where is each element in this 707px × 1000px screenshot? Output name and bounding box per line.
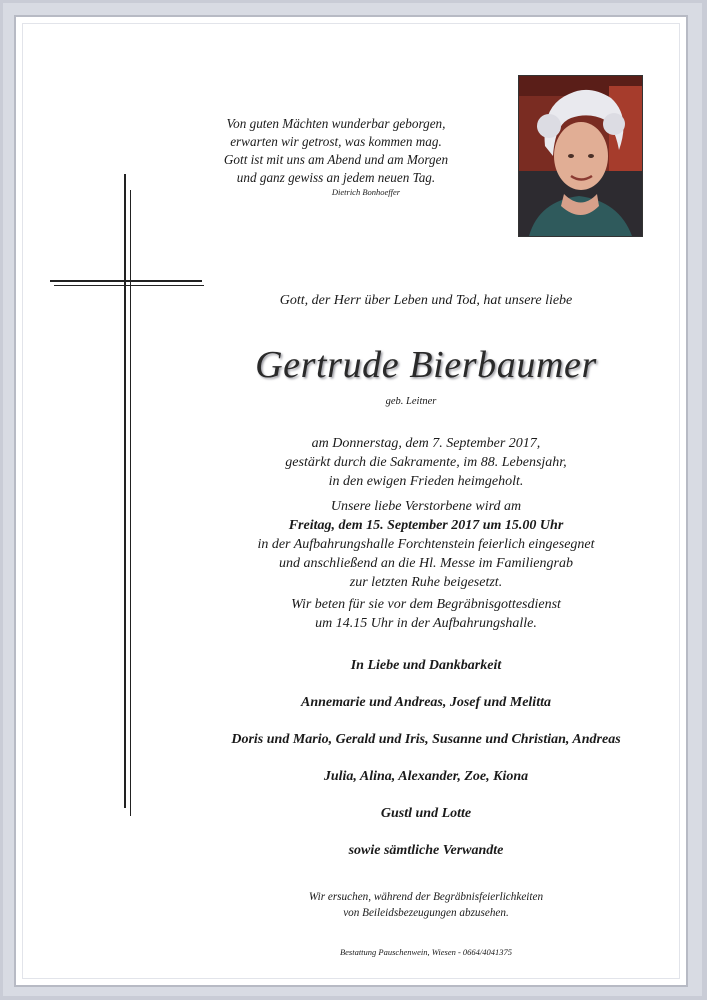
quote-line: Von guten Mächten wunderbar geborgen, <box>226 116 446 131</box>
death-notice-line: am Donnerstag, dem 7. September 2017, <box>311 436 541 451</box>
funeral-line: in der Aufbahrungshalle Forchtenstein feierlich eingesegnet <box>257 537 595 552</box>
death-notice-line: in den ewigen Frieden heimgeholt. <box>328 474 524 489</box>
prayer-notice <box>216 595 636 633</box>
funeral-line: zur letzten Ruhe beigesetzt. <box>349 575 503 590</box>
bonhoeffer-quote <box>191 115 481 197</box>
cross-horizontal-bar-thin <box>54 285 204 286</box>
family-line: In Liebe und Dankbarkeit <box>350 658 502 673</box>
undertaker-info: Bestattung Pauschenwein, Wiesen - 0664/4041375 <box>339 947 513 957</box>
funeral-details <box>216 497 636 592</box>
death-notice-line: gestärkt durch die Sakramente, im 88. Lebensjahr, <box>285 455 567 470</box>
cross-vertical-bar-thin <box>130 190 131 816</box>
quote-line: erwarten wir getrost, was kommen mag. <box>230 134 442 149</box>
cross-horizontal-bar <box>50 280 202 282</box>
birth-name: geb. Leitner <box>385 396 437 407</box>
family-line: Julia, Alina, Alexander, Zoe, Kiona <box>323 769 529 784</box>
funeral-date-time: Freitag, dem 15. September 2017 um 15.00 Uhr <box>288 518 564 533</box>
obituary-card <box>14 15 688 987</box>
intro-line: Gott, der Herr über Leben und Tod, hat unsere liebe <box>279 293 573 308</box>
cross-vertical-bar <box>124 174 126 808</box>
family-line: sowie sämtliche Verwandte <box>348 843 504 858</box>
family-line: Gustl und Lotte <box>380 806 472 821</box>
funeral-line: Unsere liebe Verstorbene wird am <box>330 499 522 514</box>
funeral-line: und anschließend an die Hl. Messe im Familiengrab <box>279 556 573 571</box>
prayer-line: Wir beten für sie vor dem Begräbnisgottesdienst <box>291 597 561 612</box>
request-line: von Beileidsbezeugungen abzusehen. <box>343 907 509 919</box>
death-notice <box>216 434 636 491</box>
quote-author: Dietrich Bonhoeffer <box>331 187 401 197</box>
family-line: Annemarie und Andreas, Josef und Melitta <box>301 695 551 710</box>
family-line: Doris und Mario, Gerald und Iris, Susanne und Christian, Andreas <box>231 732 621 747</box>
quote-line: und ganz gewiss an jedem neuen Tag. <box>236 170 436 185</box>
quote-line: Gott ist mit uns am Abend und am Morgen <box>223 152 449 167</box>
condolence-request <box>246 889 606 921</box>
portrait-photo <box>518 75 643 237</box>
page-background <box>3 3 702 996</box>
request-line: Wir ersuchen, während der Begräbnisfeierlichkeiten <box>308 891 544 903</box>
deceased-name: Gertrude Bierbaumer <box>255 344 597 386</box>
prayer-line: um 14.15 Uhr in der Aufbahrungshalle. <box>315 616 537 631</box>
portrait-image <box>519 76 642 236</box>
